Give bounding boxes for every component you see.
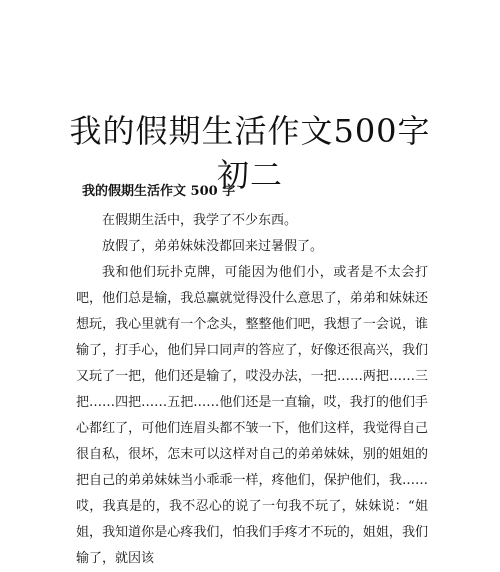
title-line-2: 初二	[216, 156, 283, 195]
essay-heading: 我的假期生活作文 500 字	[82, 184, 236, 199]
essay-body	[76, 208, 428, 572]
paragraph-3: 我和他们玩扑克牌，可能因为他们小，或者是不太会打吧，他们总是输，我总赢就觉得没什么意思了，弟弟和妹妹还想玩，我心里就有一个念头，整整他们吧，我想了一会说，谁输了，打手心，他们异口同声的答应了，好像还很高兴，我们又玩了一把，他们还是输了，哎没办法，一把……两把……三把……四把……五把……他们还是一直输，哎，我打的他们手心都红了，可他们连眉头都不皱一下，他们这样，我觉得自己很自私，很坏，怎末可以这样对自己的弟弟妹妹，别的姐姐的把自己的弟弟妹妹当小乖乖一样，疼他们，保护他们，我……哎，我真是的，我不忍心的说了一句我不玩了，妹妹说：“姐姐，我知道你是心疼我们，怕我们手疼才不玩的，姐姐，我们输了，就因该	[76, 265, 428, 566]
title-line-1: 我的假期生活作文500字	[69, 112, 431, 151]
paragraph-1: 在假期生活中，我学了不少东西。	[102, 213, 298, 228]
paragraph-2: 放假了，弟弟妹妹没都回来过暑假了。	[102, 239, 324, 254]
document-title	[0, 109, 500, 197]
